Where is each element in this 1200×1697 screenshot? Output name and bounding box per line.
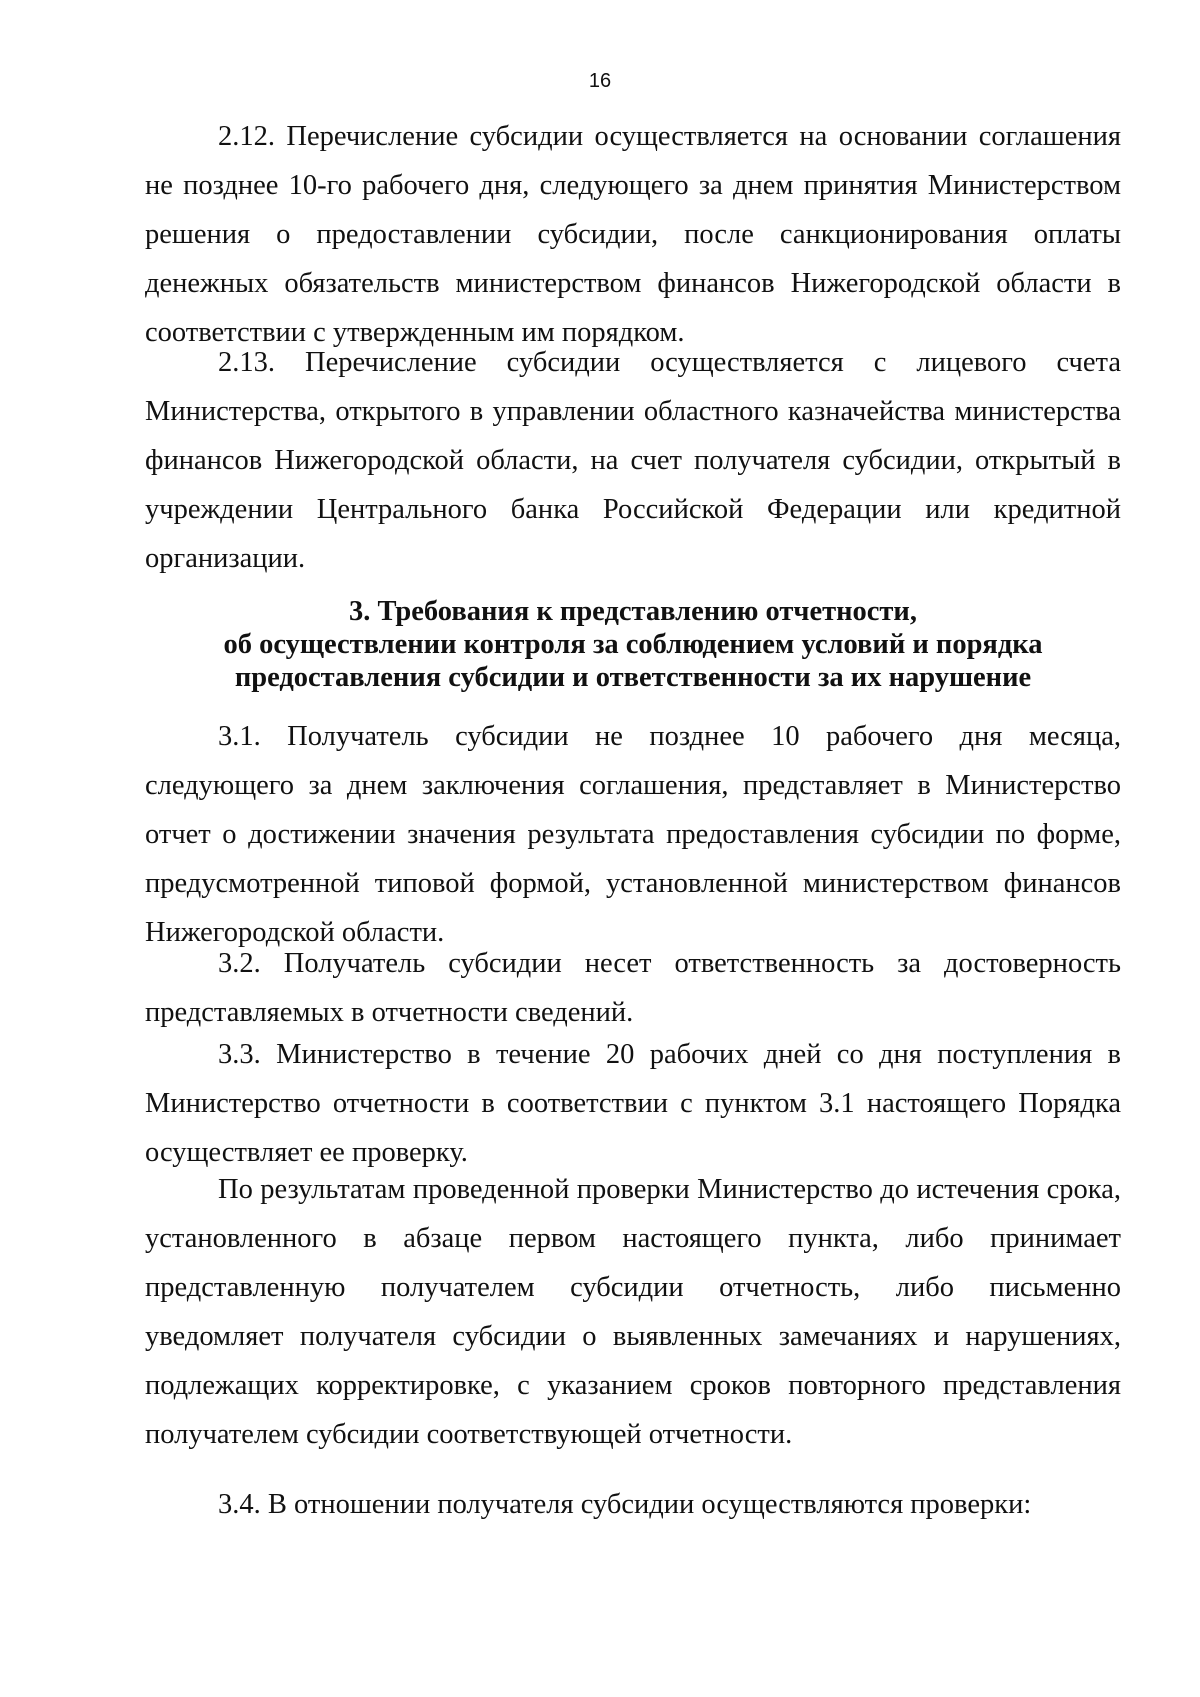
paragraph-3-1: 3.1. Получатель субсидии не позднее 10 рабочего дня месяца, следующего за днем заключения соглашения, представляет в Министерство отчет о достижении значения результата предоставления субсидии по форме, предусмотренной типовой формой, установленной министерством финансов Нижегородской области. xyxy=(145,721,1121,948)
section-heading-line-3: предоставления субсидии и ответственности за их нарушение xyxy=(234,662,1032,693)
paragraph-2-12: 2.12. Перечисление субсидии осуществляется на основании соглашения не позднее 10-го рабочего дня, следующего за днем принятия Министерством решения о предоставлении субсидии, после санкционирования оплаты денежных обязательств министерством финансов Нижегородской области в соответствии с утвержденным им порядком. xyxy=(145,121,1121,348)
paragraph-2-13: 2.13. Перечисление субсидии осуществляется с лицевого счета Министерства, открытого в управлении областного казначейства министерства финансов Нижегородской области, на счет получателя субсидии, открытый в учреждении Центрального банка Российской Федерации или кредитной организации. xyxy=(145,347,1121,574)
section-heading xyxy=(145,595,1121,694)
section-heading-line-2: об осуществлении контроля за соблюдением условий и порядка xyxy=(223,629,1043,660)
paragraph-3-4: 3.4. В отношении получателя субсидии осуществляются проверки: xyxy=(218,1489,1032,1520)
paragraph-review-results: По результатам проведенной проверки Министерство до истечения срока, установленного в абзаце первом настоящего пункта, либо принимает представленную получателем субсидии отчетность, либо письменно уведомляет получателя субсидии о выявленных замечаниях и нарушениях, подлежащих корректировке, с указанием сроков повторного представления получателем субсидии соответствующей отчетности. xyxy=(145,1174,1121,1450)
page-number: 16 xyxy=(588,70,612,92)
paragraph-3-3: 3.3. Министерство в течение 20 рабочих дней со дня поступления в Министерство отчетности в соответствии с пунктом 3.1 настоящего Порядка осуществляет ее проверку. xyxy=(145,1039,1121,1168)
paragraph-3-2: 3.2. Получатель субсидии несет ответственность за достоверность представляемых в отчетности сведений. xyxy=(145,948,1121,1028)
section-heading-line-1: 3. Требования к представлению отчетности, xyxy=(349,596,917,627)
